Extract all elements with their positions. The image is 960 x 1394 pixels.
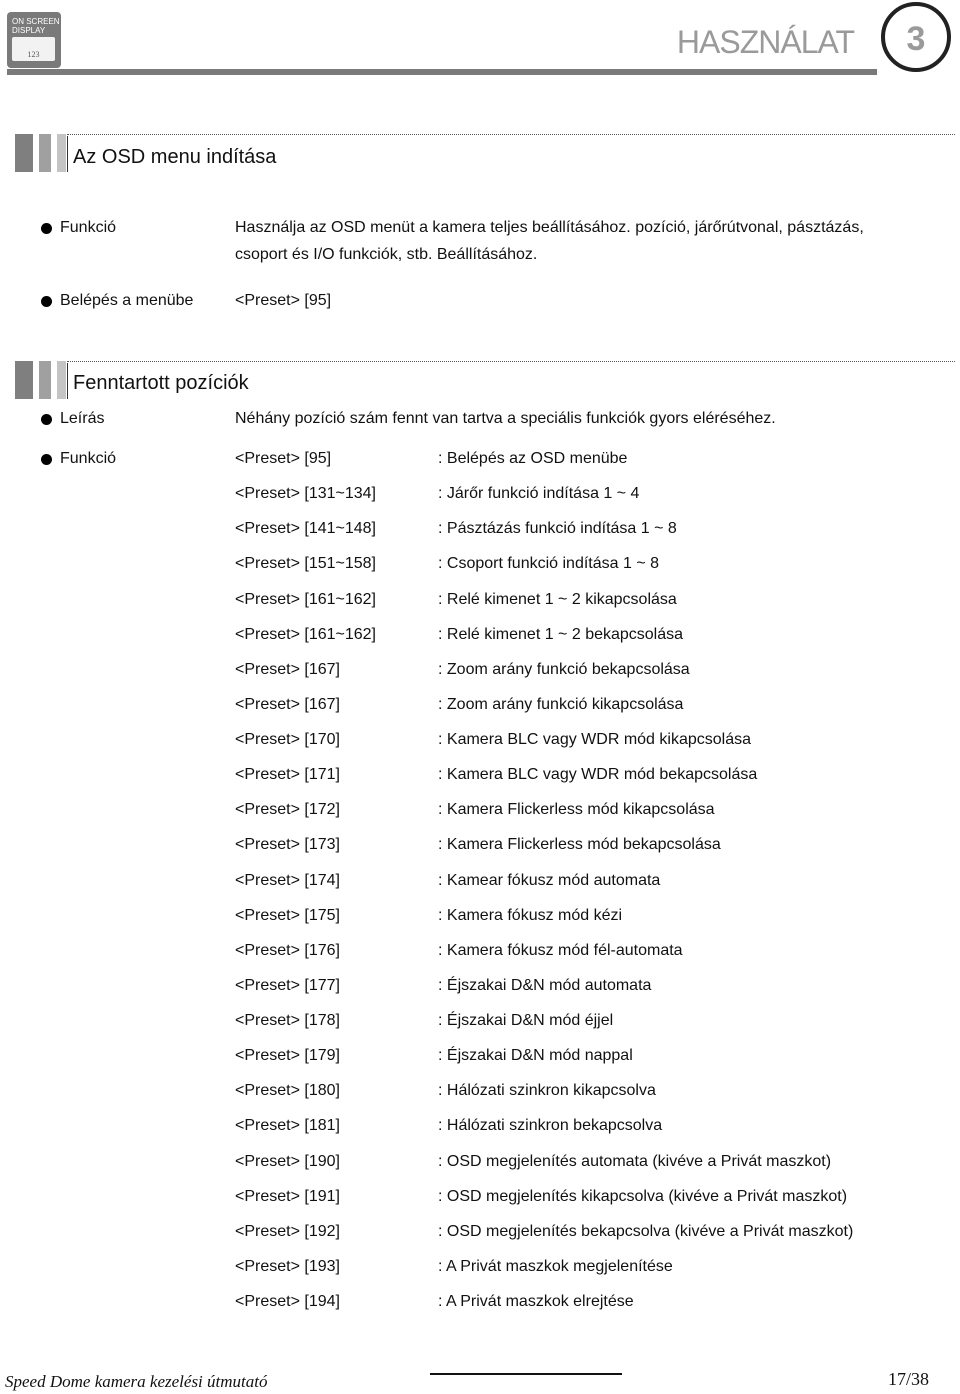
- preset-description: : OSD megjelenítés bekapcsolva (kivéve a Privát maszkot): [438, 1223, 854, 1240]
- section-bar-icon: [57, 134, 66, 172]
- logo-text-line1: ON SCREEN: [12, 17, 60, 26]
- section-divider: [67, 134, 955, 135]
- section-bar-icon: [57, 361, 66, 399]
- preset-code: <Preset> [174]: [235, 872, 340, 889]
- item-label-funkcio: Funkció: [60, 219, 117, 236]
- preset-description: : Relé kimenet 1 ~ 2 kikapcsolása: [438, 591, 677, 608]
- logo-screen-text: 123: [27, 50, 40, 59]
- preset-code: <Preset> [180]: [235, 1082, 340, 1099]
- item-label-leiras: Leírás: [60, 410, 105, 427]
- bullet-icon: [41, 414, 52, 425]
- chapter-title: HASZNÁLAT: [676, 24, 854, 60]
- preset-description: : Kamera fókusz mód kézi: [438, 907, 623, 924]
- chapter-number-badge: 3: [881, 2, 951, 72]
- preset-code: <Preset> [190]: [235, 1153, 340, 1170]
- preset-description: : A Privát maszkok elrejtése: [438, 1293, 634, 1310]
- preset-code: <Preset> [167]: [235, 661, 340, 678]
- preset-description: : Kamera Flickerless mód bekapcsolása: [438, 836, 721, 853]
- preset-description: : Kamera BLC vagy WDR mód bekapcsolása: [438, 766, 758, 783]
- section-bar-icon: [39, 134, 51, 172]
- section-bar-icon: [15, 134, 33, 172]
- item-text-line: Használja az OSD menüt a kamera teljes beállításához. pozíció, járőrútvonal, pásztázás,: [235, 219, 864, 236]
- bullet-icon: [41, 296, 52, 307]
- preset-description: : Csoport funkció indítása 1 ~ 8: [438, 555, 660, 572]
- preset-code: <Preset> [176]: [235, 942, 340, 959]
- preset-description: : Relé kimenet 1 ~ 2 bekapcsolása: [438, 626, 684, 643]
- preset-code: <Preset> [178]: [235, 1012, 340, 1029]
- section-title: Fenntartott pozíciók: [73, 372, 249, 394]
- preset-description: : OSD megjelenítés automata (kivéve a Privát maszkot): [438, 1153, 832, 1170]
- preset-description: : Éjszakai D&N mód nappal: [438, 1047, 633, 1064]
- preset-code: <Preset> [173]: [235, 836, 340, 853]
- description-text: Néhány pozíció szám fennt van tartva a speciális funkciók gyors eléréséhez.: [235, 410, 776, 427]
- preset-code: <Preset> [177]: [235, 977, 340, 994]
- preset-description: : Éjszakai D&N mód automata: [438, 977, 652, 994]
- preset-code: <Preset> [191]: [235, 1188, 340, 1205]
- preset-description: : OSD megjelenítés kikapcsolva (kivéve a Privát maszkot): [438, 1188, 848, 1205]
- section-header-osd-menu: [15, 134, 955, 172]
- section-header-reserved-positions: [15, 361, 955, 399]
- preset-code: <Preset> [161~162]: [235, 626, 376, 643]
- preset-code: <Preset> [193]: [235, 1258, 340, 1275]
- section-title: Az OSD menu indítása: [73, 146, 277, 168]
- preset-description: : Kamera Flickerless mód kikapcsolása: [438, 801, 715, 818]
- footer-manual-title: Speed Dome kamera kezelési útmutató: [5, 1372, 268, 1391]
- item-label-funkcio: Funkció: [60, 450, 117, 467]
- section-divider: [67, 136, 68, 172]
- preset-description: : Kamera BLC vagy WDR mód kikapcsolása: [438, 731, 751, 748]
- preset-code: <Preset> [181]: [235, 1117, 340, 1134]
- section-divider: [67, 361, 955, 362]
- monitor-icon: [12, 37, 55, 61]
- preset-code: <Preset> [171]: [235, 766, 340, 783]
- preset-code: <Preset> [172]: [235, 801, 340, 818]
- preset-description: : Pásztázás funkció indítása 1 ~ 8: [438, 520, 677, 537]
- preset-description: : Zoom arány funkció kikapcsolása: [438, 696, 684, 713]
- item-label-belepes: Belépés a menübe: [60, 292, 194, 309]
- item-text-line: <Preset> [95]: [235, 292, 332, 309]
- header-rule: [7, 69, 877, 75]
- preset-code: <Preset> [131~134]: [235, 485, 376, 502]
- preset-description: : Éjszakai D&N mód éjjel: [438, 1012, 614, 1029]
- page-number: 17/38: [888, 1369, 930, 1389]
- section-bar-icon: [39, 361, 51, 399]
- on-screen-display-logo: [7, 12, 61, 68]
- preset-code: <Preset> [95]: [235, 450, 332, 467]
- preset-code: <Preset> [170]: [235, 731, 340, 748]
- preset-code: <Preset> [167]: [235, 696, 340, 713]
- preset-code: <Preset> [175]: [235, 907, 340, 924]
- preset-description: : Belépés az OSD menübe: [438, 450, 628, 467]
- section-bar-icon: [15, 361, 33, 399]
- preset-code: <Preset> [141~148]: [235, 520, 376, 537]
- preset-code: <Preset> [192]: [235, 1223, 340, 1240]
- preset-code: <Preset> [161~162]: [235, 591, 376, 608]
- preset-description: : Kamera fókusz mód fél-automata: [438, 942, 683, 959]
- bullet-icon: [41, 454, 52, 465]
- preset-code: <Preset> [151~158]: [235, 555, 376, 572]
- preset-description: : Kamear fókusz mód automata: [438, 872, 661, 889]
- preset-description: : Hálózati szinkron kikapcsolva: [438, 1082, 656, 1099]
- preset-code: <Preset> [179]: [235, 1047, 340, 1064]
- section-divider: [67, 363, 68, 399]
- preset-description: : Hálózati szinkron bekapcsolva: [438, 1117, 663, 1134]
- preset-code: <Preset> [194]: [235, 1293, 340, 1310]
- preset-description: : Zoom arány funkció bekapcsolása: [438, 661, 690, 678]
- preset-description: : Járőr funkció indítása 1 ~ 4: [438, 485, 640, 502]
- logo-text-line2: DISPLAY: [12, 26, 46, 35]
- bullet-icon: [41, 223, 52, 234]
- preset-description: : A Privát maszkok megjelenítése: [438, 1258, 673, 1275]
- footer-rule: [430, 1373, 622, 1375]
- item-text-line: csoport és I/O funkciók, stb. Beállításához.: [235, 246, 538, 263]
